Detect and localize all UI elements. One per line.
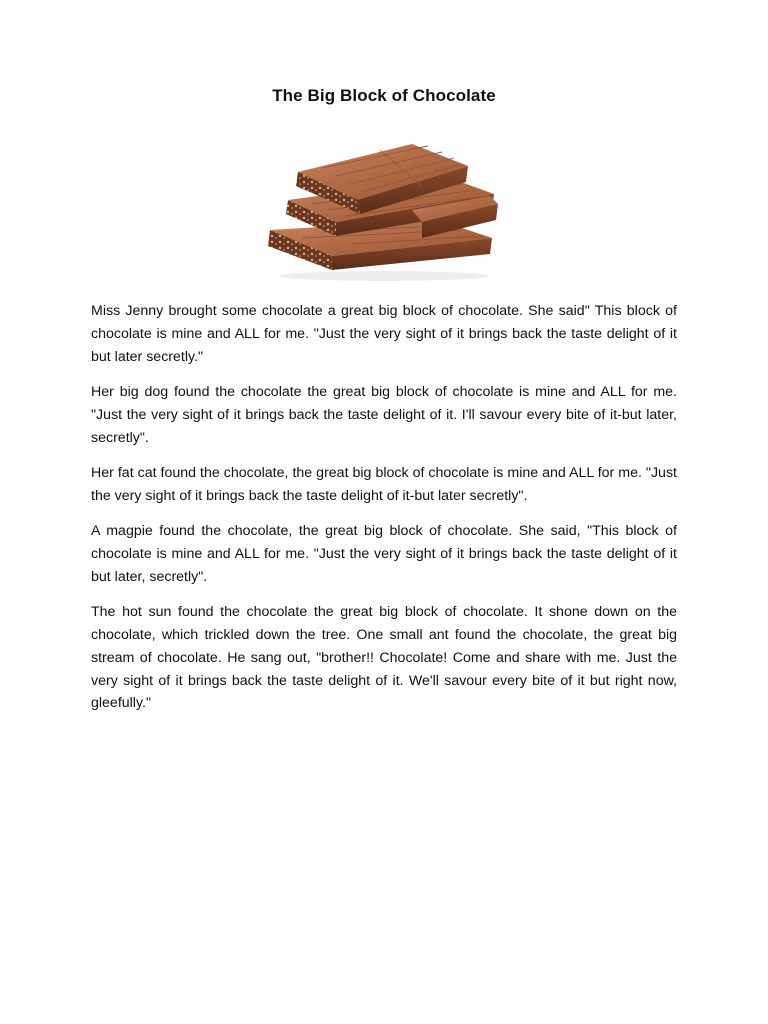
paragraph-5: The hot sun found the chocolate the great big block of chocolate. It shone down on the chocolate, which trickled down the tree. One small ant found the chocolate, the great big stream of chocolate. He sang out, "brother!! Chocolate! Come and share with me. Just the very sight of it brings back the taste delight of it. We'll savour every bite of it but right now, gleefully." bbox=[91, 604, 677, 712]
story-text bbox=[91, 300, 677, 728]
paragraph-4: A magpie found the chocolate, the great big block of chocolate. She said, "This block of chocolate is mine and ALL for me. "Just the very sight of it brings back the taste delight of it but later, secretly". bbox=[91, 523, 677, 585]
paragraph-2: Her big dog found the chocolate the great big block of chocolate is mine and ALL for me. "Just the very sight of it brings back the taste delight of it. I'll savour every bite of it-but later, secretly". bbox=[91, 383, 677, 446]
chocolate-bars-image bbox=[262, 138, 506, 286]
paragraph-3: Her fat cat found the chocolate, the great big block of chocolate is mine and ALL for me. "Just the very sight of it brings back the taste delight of it-but later secretly". bbox=[91, 464, 677, 504]
page-title: The Big Block of Chocolate bbox=[272, 86, 496, 105]
paragraph-1: Miss Jenny brought some chocolate a great big block of chocolate. She said" This block of chocolate is mine and ALL for me. "Just the very sight of it brings back the taste delight of it but later secretly." bbox=[91, 303, 677, 365]
